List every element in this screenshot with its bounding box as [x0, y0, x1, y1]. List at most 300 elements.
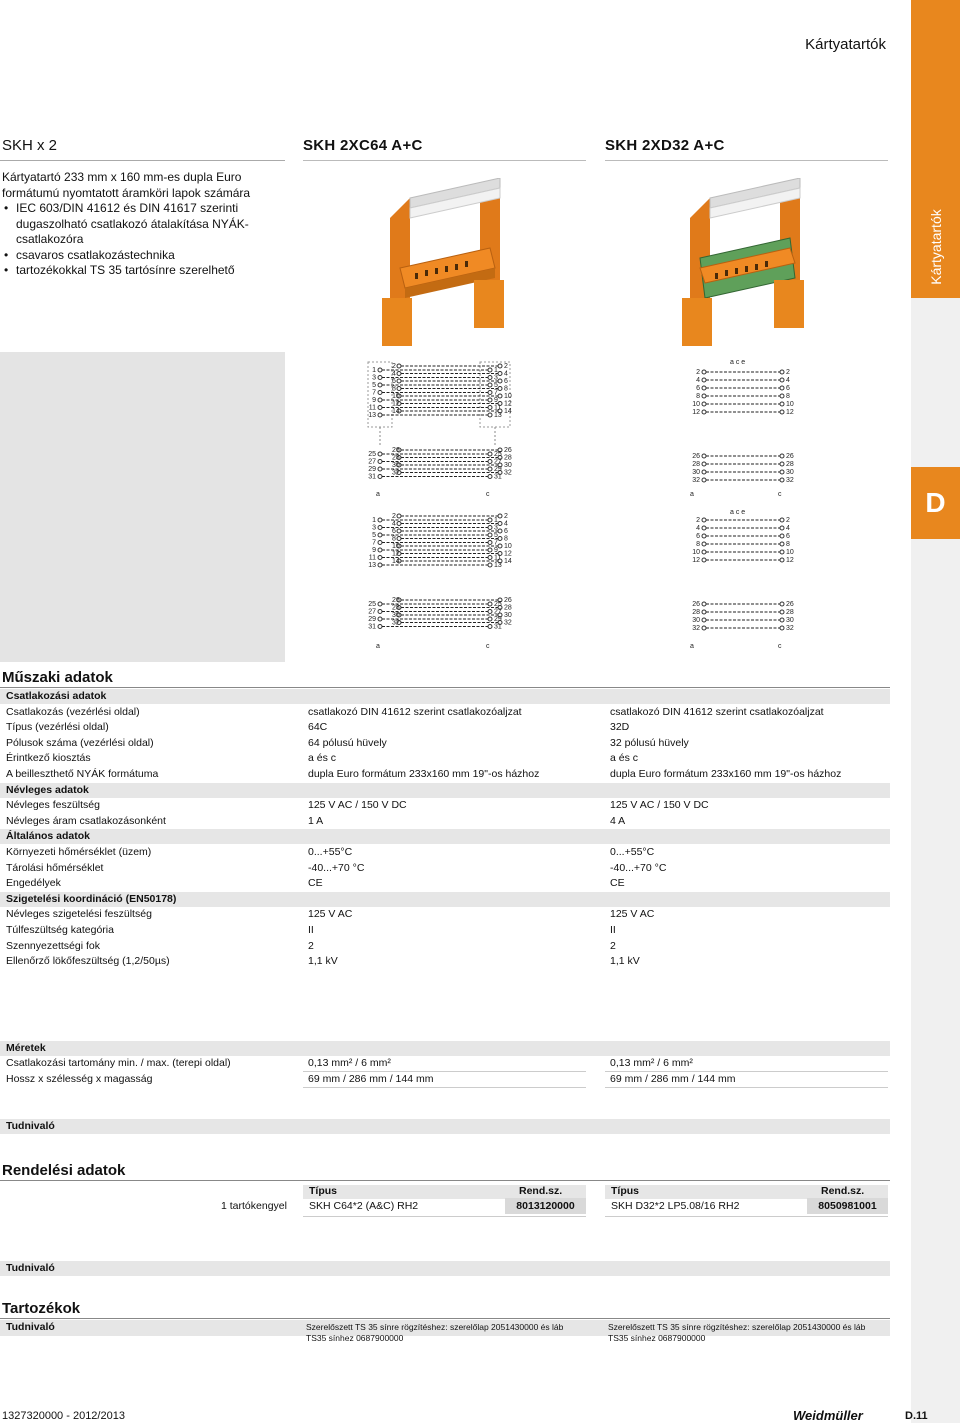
pin-label: 5 [372, 382, 376, 389]
divider [0, 1318, 890, 1319]
pin-label: 11 [494, 404, 502, 412]
pin-terminal [488, 526, 492, 530]
pin-label: 8 [696, 393, 700, 400]
pin-label: 13 [494, 562, 502, 569]
pin-label: 2 [696, 369, 700, 376]
pin-terminal [378, 625, 382, 629]
pin-terminal [702, 618, 706, 622]
pin-terminal [488, 541, 492, 545]
pin-terminal [702, 602, 706, 606]
order-header-c64 [303, 1185, 586, 1199]
pin-terminal [488, 610, 492, 614]
divider [605, 1071, 888, 1072]
pin-label: 11 [494, 554, 502, 562]
pin-terminal [488, 406, 492, 410]
type-header: Típus [309, 1185, 337, 1197]
pin-label: 4 [696, 377, 700, 384]
pin-label: 4 [786, 525, 790, 532]
pin-label: 27 [368, 608, 376, 616]
pin-terminal [488, 563, 492, 567]
spec-value-d32: 32 pólusú hüvely [610, 736, 689, 749]
section-label: Szigetelési koordináció (EN50178) [6, 892, 177, 905]
pin-terminal [488, 398, 492, 402]
pin-label: 12 [692, 409, 700, 416]
page-number: D.11 [905, 1410, 928, 1422]
pin-label: 6 [504, 528, 508, 535]
pin-label: 25 [494, 601, 502, 608]
pin-terminal [378, 563, 382, 567]
diagram-label-c: c [778, 643, 782, 650]
pin-label: 14 [504, 408, 512, 415]
pin-label: 6 [786, 385, 790, 392]
pin-label: 28 [504, 604, 512, 612]
pin-label: 13 [368, 562, 376, 569]
pin-label: 2 [696, 517, 700, 524]
pin-label: 6 [504, 378, 508, 385]
divider [0, 687, 890, 688]
pin-label: 6 [786, 533, 790, 540]
pin-label: 28 [504, 454, 512, 462]
accessories-text-c64: Szerelőszett TS 35 sínre rögzítéshez: szerelőlap 2051430000 és láb TS35 sínhez 0687900000 [306, 1322, 564, 1343]
product-image-c64 [370, 178, 530, 350]
order-type-c64: SKH C64*2 (A&C) RH2 [309, 1200, 419, 1212]
divider [605, 1216, 888, 1217]
pin-label: 14 [392, 558, 400, 565]
pin-label: 5 [494, 382, 498, 389]
pin-label: 9 [372, 547, 376, 554]
pin-label: 1 [494, 517, 498, 524]
pin-terminal [378, 556, 382, 560]
spec-value-d32: II [610, 924, 616, 936]
pin-terminal [378, 391, 382, 395]
spec-label: Tárolási hőmérséklet [6, 861, 104, 874]
pin-terminal [397, 514, 401, 518]
pin-label: 28 [786, 609, 794, 616]
pin-label: 32 [692, 477, 700, 484]
pin-terminal [378, 548, 382, 552]
pin-label: 10 [692, 401, 700, 408]
spec-value-d32: 32D [610, 721, 630, 734]
pin-label: 28 [392, 604, 400, 612]
spec-value-d32: csatlakozó DIN 41612 szerint csatlakozóaljzat [610, 705, 824, 718]
pin-label: 30 [504, 612, 512, 619]
pin-label: 25 [368, 451, 376, 458]
pin-terminal [702, 410, 706, 414]
spec-value-c64: II [308, 924, 314, 936]
pin-terminal [378, 406, 382, 410]
pin-terminal [780, 370, 784, 374]
pin-terminal [702, 558, 706, 562]
pin-label: 1 [494, 367, 498, 374]
pin-terminal [780, 550, 784, 554]
pin-label: 4 [504, 370, 508, 378]
pin-label: 14 [392, 408, 400, 415]
pin-terminal [498, 394, 502, 398]
pin-terminal [488, 368, 492, 372]
pin-label: 2 [392, 363, 396, 370]
pin-terminal [488, 556, 492, 560]
pin-label: 6 [392, 528, 396, 535]
order-type-d32: SKH D32*2 LP5.08/16 RH2 [611, 1200, 740, 1212]
pin-label: 30 [786, 617, 794, 624]
pin-terminal [498, 544, 502, 548]
pin-label: 4 [392, 520, 396, 528]
diagram-label-a: a [690, 643, 694, 650]
pin-label: 32 [786, 625, 794, 632]
pin-terminal [378, 413, 382, 417]
pin-label: 26 [692, 453, 700, 460]
pin-terminal [702, 610, 706, 614]
pin-terminal [378, 518, 382, 522]
pin-label: 10 [786, 549, 794, 556]
dimension-value-c64: 0,13 mm² / 6 mm² [308, 1057, 391, 1069]
pin-terminal [488, 467, 492, 471]
spec-label: Túlfeszültség kategória [6, 924, 114, 936]
pin-terminal [780, 410, 784, 414]
pin-label: 8 [392, 535, 396, 543]
section-row [0, 689, 890, 704]
note-label: Tudnivaló [6, 1262, 55, 1274]
pin-terminal [780, 478, 784, 482]
pin-label: 3 [494, 524, 498, 532]
pin-terminal [378, 533, 382, 537]
pin-label: 28 [692, 609, 700, 616]
note-label: Tudnivaló [6, 1120, 55, 1132]
spec-value-c64: 1 A [308, 814, 324, 827]
pin-terminal [397, 372, 401, 376]
spec-value-c64: 64C [308, 721, 328, 734]
pin-label: 10 [692, 549, 700, 556]
pin-terminal [378, 610, 382, 614]
pin-terminal [780, 542, 784, 546]
pin-label: 11 [368, 404, 376, 412]
product-image-d32 [670, 178, 830, 350]
accessories-title: Tartozékok [2, 1300, 81, 1317]
spec-value-c64: CE [308, 877, 323, 890]
pin-terminal [488, 625, 492, 629]
pin-label: 8 [504, 535, 508, 543]
type-header: Típus [611, 1185, 639, 1197]
pin-label: 10 [392, 393, 400, 400]
pin-label: 9 [494, 547, 498, 554]
divider [303, 160, 586, 161]
pin-label: 8 [392, 385, 396, 393]
divider [303, 1087, 586, 1088]
pin-label: 29 [494, 616, 502, 623]
spec-value-d32: 2 [610, 939, 616, 952]
pin-label: 4 [786, 377, 790, 384]
pin-label: 2 [786, 517, 790, 524]
pin-label: 6 [392, 378, 396, 385]
order-row-label: 1 tartókengyel [221, 1200, 287, 1212]
pin-label: 30 [692, 469, 700, 476]
pin-label: 12 [692, 557, 700, 564]
spec-label: Névleges áram csatlakozásonként [6, 814, 166, 827]
pin-terminal [498, 537, 502, 541]
pin-label: 10 [392, 543, 400, 550]
pin-terminal [780, 470, 784, 474]
pin-terminal [702, 550, 706, 554]
divider [605, 1087, 888, 1088]
pin-terminal [702, 370, 706, 374]
diagram-label-ace: a c e [730, 509, 746, 516]
pin-terminal [498, 522, 502, 526]
divider [303, 1071, 586, 1072]
dimensions-header [0, 1041, 890, 1056]
pin-label: 1 [372, 367, 376, 374]
spec-value-d32: 125 V AC [610, 908, 655, 921]
pin-label: 29 [494, 466, 502, 473]
section-row [0, 829, 890, 844]
pin-terminal [378, 398, 382, 402]
pin-label: 27 [494, 458, 502, 466]
pin-label: 7 [494, 389, 498, 397]
dimension-value-d32: 69 mm / 286 mm / 144 mm [610, 1073, 736, 1085]
spec-label: Környezeti hőmérséklet (üzem) [6, 846, 152, 858]
pin-terminal [378, 368, 382, 372]
pin-label: 26 [392, 447, 400, 454]
pin-terminal [702, 526, 706, 530]
pin-terminal [378, 617, 382, 621]
spec-value-c64: 2 [308, 939, 314, 952]
pin-label: 25 [494, 451, 502, 458]
pin-terminal [780, 454, 784, 458]
diagram-label-c: c [778, 491, 782, 498]
pin-label: 3 [372, 524, 376, 532]
pin-label: 28 [786, 461, 794, 468]
order-title: Rendelési adatok [2, 1162, 126, 1179]
pin-terminal [488, 518, 492, 522]
spec-value-d32: dupla Euro formátum 233x160 mm 19"-os házhoz [610, 768, 842, 780]
pin-label: 31 [368, 623, 376, 631]
pin-terminal [702, 626, 706, 630]
divider [0, 1180, 890, 1181]
pin-label: 30 [392, 612, 400, 619]
pin-label: 12 [392, 400, 400, 408]
footer-code: 1327320000 - 2012/2013 [2, 1410, 125, 1422]
pin-terminal [780, 386, 784, 390]
pin-label: 27 [494, 608, 502, 616]
diagram-label-c: c [486, 491, 490, 498]
feature-list [2, 201, 288, 279]
pin-label: 30 [692, 617, 700, 624]
pin-terminal [488, 475, 492, 479]
chapter-letter: D [911, 467, 960, 539]
pin-label: 12 [504, 400, 512, 408]
pin-terminal [378, 376, 382, 380]
spec-value-d32: 1,1 kV [610, 955, 640, 968]
section-row [0, 783, 890, 798]
pin-terminal [702, 402, 706, 406]
pin-label: 28 [392, 454, 400, 462]
pin-label: 10 [504, 393, 512, 400]
pin-terminal [780, 618, 784, 622]
order-number-c64: 8013120000 [505, 1198, 586, 1214]
pin-terminal [780, 626, 784, 630]
pin-terminal [397, 537, 401, 541]
pin-label: 32 [504, 469, 512, 477]
pin-label: 8 [786, 393, 790, 400]
spec-value-c64: 0...+55°C [308, 846, 353, 858]
spec-label: Névleges szigetelési feszültség [6, 908, 152, 921]
pin-label: 31 [368, 473, 376, 481]
spec-value-d32: a és c [610, 752, 639, 765]
divider [303, 1216, 586, 1217]
pin-label: 6 [696, 533, 700, 540]
pin-terminal [702, 478, 706, 482]
spec-label: Engedélyek [6, 877, 61, 890]
wiring-diagram-d32 [600, 352, 900, 662]
pin-terminal [378, 460, 382, 464]
spec-value-c64: 125 V AC [308, 908, 353, 921]
pin-label: 32 [786, 477, 794, 484]
pin-label: 9 [494, 397, 498, 404]
pin-label: 1 [372, 517, 376, 524]
spec-label: Pólusok száma (vezérlési oldal) [6, 736, 154, 749]
product-title: SKH x 2 [2, 137, 58, 154]
pin-label: 26 [504, 447, 512, 454]
pin-label: 11 [368, 554, 376, 562]
pin-terminal [378, 467, 382, 471]
pin-label: 5 [372, 532, 376, 539]
spec-value-c64: 64 pólusú hüvely [308, 736, 387, 749]
spec-value-d32: 0...+55°C [610, 846, 655, 858]
pin-terminal [702, 542, 706, 546]
pin-label: 32 [504, 619, 512, 627]
pin-label: 30 [392, 462, 400, 469]
pin-terminal [488, 376, 492, 380]
pin-terminal [702, 378, 706, 382]
pin-label: 7 [494, 539, 498, 547]
pin-terminal [702, 462, 706, 466]
pin-label: 10 [504, 543, 512, 550]
order-header-d32 [605, 1185, 888, 1199]
pin-terminal [780, 402, 784, 406]
pin-label: 29 [368, 466, 376, 473]
brand-logo: Weidmüller [793, 1408, 863, 1423]
spec-label: Csatlakozás (vezérlési oldal) [6, 705, 140, 718]
pin-terminal [780, 602, 784, 606]
pin-label: 29 [368, 616, 376, 623]
description-text: Kártyatartó 233 mm x 160 mm-es dupla Euro formátumú nyomtatott áramköri lapok számára [2, 170, 251, 200]
pin-label: 13 [494, 412, 502, 419]
feature-item: • csavaros csatlakozástechnika [2, 248, 288, 264]
pin-label: 12 [786, 557, 794, 564]
accessories-text-d32: Szerelőszett TS 35 sínre rögzítéshez: szerelőlap 2051430000 és láb TS35 sínhez 0687900000 [608, 1322, 866, 1343]
dimension-value-d32: 0,13 mm² / 6 mm² [610, 1057, 693, 1069]
spec-label: A beilleszthető NYÁK formátuma [6, 768, 159, 780]
spec-value-c64: dupla Euro formátum 233x160 mm 19"-os házhoz [308, 768, 540, 780]
order-number-d32: 8050981001 [807, 1198, 888, 1214]
order-no-header: Rend.sz. [519, 1185, 563, 1197]
pin-label: 26 [786, 453, 794, 460]
note-header [0, 1261, 890, 1276]
pin-terminal [488, 548, 492, 552]
pin-terminal [498, 379, 502, 383]
section-tab-label: Kártyatartók [927, 209, 944, 285]
pin-label: 12 [786, 409, 794, 416]
dimension-value-c64: 69 mm / 286 mm / 144 mm [308, 1073, 434, 1085]
spec-value-c64: csatlakozó DIN 41612 szerint csatlakozóaljzat [308, 705, 522, 718]
spec-label: Ellenőrző lökőfeszültség (1,2/50µs) [6, 955, 170, 968]
pin-label: 12 [504, 550, 512, 558]
pin-label: 26 [392, 597, 400, 604]
spec-label: Érintkező kiosztás [6, 752, 91, 765]
pin-terminal [488, 383, 492, 387]
pin-label: 3 [494, 374, 498, 382]
pin-label: 2 [504, 513, 508, 520]
pin-terminal [378, 526, 382, 530]
divider [0, 160, 285, 161]
pin-label: 7 [372, 539, 376, 547]
pin-label: 2 [504, 363, 508, 370]
pin-terminal [702, 518, 706, 522]
pin-terminal [498, 514, 502, 518]
diagram-background [0, 352, 285, 662]
pin-terminal [780, 526, 784, 530]
section-tab [911, 0, 960, 298]
section-label: Csatlakozási adatok [6, 690, 107, 702]
pin-label: 31 [494, 623, 502, 631]
section-label: Névleges adatok [6, 783, 89, 796]
pin-terminal [702, 534, 706, 538]
pin-label: 12 [392, 550, 400, 558]
pin-label: 8 [696, 541, 700, 548]
spec-value-c64: -40...+70 °C [308, 861, 365, 874]
c64-upper-block [368, 362, 512, 427]
pin-label: 31 [494, 473, 502, 481]
pin-label: 2 [786, 369, 790, 376]
pin-label: 8 [786, 541, 790, 548]
section-label: Általános adatok [6, 830, 91, 843]
dimension-label: Hossz x szélesség x magasság [6, 1073, 153, 1085]
pin-terminal [702, 454, 706, 458]
pin-terminal [397, 387, 401, 391]
dimension-label: Csatlakozási tartomány min. / max. (terepi oldal) [6, 1057, 231, 1069]
pin-terminal [488, 460, 492, 464]
feature-item: • tartozékokkal TS 35 tartósínre szerelhető [2, 263, 288, 279]
pin-label: 32 [392, 619, 400, 627]
pin-terminal [780, 462, 784, 466]
pin-label: 32 [692, 625, 700, 632]
feature-item: • IEC 603/DIN 41612 és DIN 41617 szerinti dugaszolható csatlakozó átalakítása NYÁK-csatlakozóra [2, 201, 288, 248]
pin-terminal [702, 470, 706, 474]
note-header [0, 1119, 890, 1134]
spec-value-d32: 4 A [610, 814, 626, 827]
pin-label: 26 [786, 601, 794, 608]
pin-label: 27 [368, 458, 376, 466]
pin-terminal [488, 413, 492, 417]
pin-terminal [780, 378, 784, 382]
pin-terminal [780, 534, 784, 538]
pin-terminal [498, 387, 502, 391]
pin-label: 26 [504, 597, 512, 604]
pin-terminal [378, 602, 382, 606]
pin-terminal [397, 364, 401, 368]
spec-label: Típus (vezérlési oldal) [6, 721, 109, 734]
column-title-d32: SKH 2XD32 A+C [605, 137, 725, 154]
pin-terminal [488, 391, 492, 395]
pin-label: 5 [494, 532, 498, 539]
pin-label: 30 [504, 462, 512, 469]
wiring-diagram-c64 [300, 352, 600, 662]
spec-value-d32: 125 V AC / 150 V DC [610, 799, 709, 812]
pin-terminal [780, 558, 784, 562]
pin-label: 4 [696, 525, 700, 532]
pin-terminal [378, 475, 382, 479]
pin-label: 26 [692, 601, 700, 608]
pin-label: 4 [504, 520, 508, 528]
